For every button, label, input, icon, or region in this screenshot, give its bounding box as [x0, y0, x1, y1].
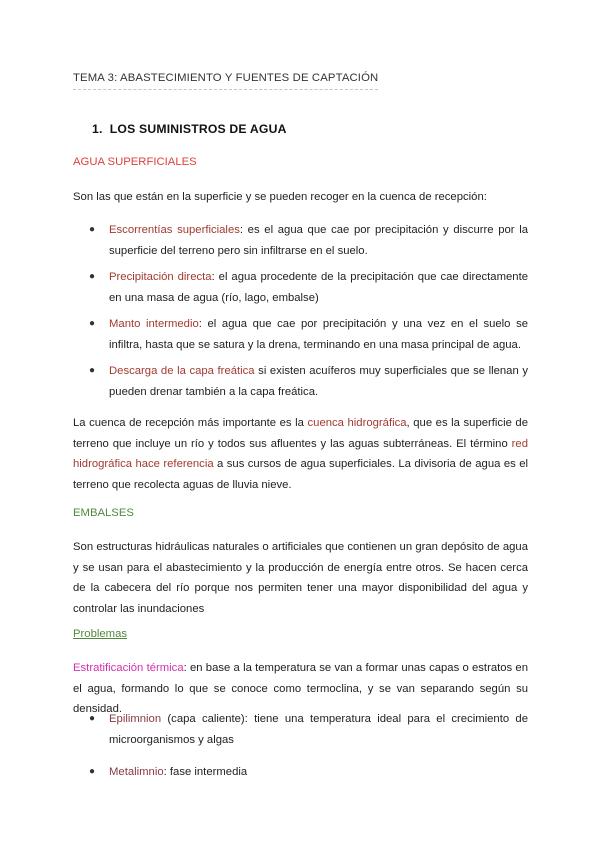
- bullet-icon: ●: [89, 271, 96, 282]
- list-item: [73, 709, 528, 750]
- cuenca-text-3: a sus cursos de agua superficiales. La divisoria de agua es el terreno que recolecta aguas de lluvia nieve.: [73, 458, 528, 491]
- list-item: [73, 361, 528, 402]
- cuenca-text-2: , que es la superficie de terreno que incluye un río y todos sus afluentes y las aguas subterráneas. El término: [73, 417, 528, 450]
- cuenca-term-red: red hidrográfica hace referencia: [73, 437, 528, 470]
- estratificacion-term: Estratificación térmica: [73, 662, 184, 674]
- bullet-icon: ●: [89, 713, 96, 724]
- document-title: TEMA 3: ABASTECIMIENTO Y FUENTES DE CAPTACIÓN: [73, 72, 379, 84]
- bullet-icon: ●: [89, 318, 96, 329]
- embalses-paragraph: Son estructuras hidráulicas naturales o artificiales que contienen un gran depósito de agua y se usan para el abastecimiento y la producción de energía entre otros. Se hacen cerca de la cabecera del río porque nos permiten tener una mayor disponibilidad del agua y controlar las inundaciones: [73, 541, 528, 615]
- list-item: [73, 314, 528, 355]
- intro-paragraph: Son las que están en la superficie y se pueden recoger en la cuenca de recepción:: [73, 191, 487, 203]
- cuenca-text-1: La cuenca de recepción más importante es la: [73, 417, 308, 429]
- list-item-text: : es el agua que cae por precipitación y discurre por la superficie del terreno pero sin infiltrarse en el suelo.: [109, 224, 528, 257]
- document-header: [73, 72, 393, 90]
- bullet-icon: ●: [89, 365, 96, 376]
- list-item-term: Escorrentías superficiales: [109, 224, 240, 236]
- list-item: [73, 267, 528, 308]
- list-item: [73, 220, 528, 261]
- list-item: [73, 762, 528, 783]
- list-item-term: Epilimnion: [109, 713, 162, 725]
- cuenca-term-hidrografica: cuenca hidrográfica: [307, 417, 407, 429]
- list-item-text: si existen acuíferos muy superficiales que se llenan y pueden drenar también a la capa freática.: [109, 365, 528, 398]
- surface-water-list: [73, 220, 528, 408]
- list-item-term: Precipitación directa: [109, 271, 212, 283]
- cuenca-paragraph: [73, 413, 528, 495]
- list-item-term: Metalimnio: [109, 766, 164, 778]
- list-item-text: (capa caliente): tiene una temperatura ideal para el crecimiento de microorganismos y algas: [109, 713, 528, 746]
- section-number: 1.: [92, 122, 103, 136]
- list-item-text: : el agua procedente de la precipitación que cae directamente en una masa de agua (río, lago, embalse): [109, 271, 528, 304]
- list-item-text: : fase intermedia: [163, 766, 248, 778]
- section-title: LOS SUMINISTROS DE AGUA: [109, 122, 287, 136]
- subheading-aguas-superficiales: AGUA SUPERFICIALES: [73, 156, 197, 168]
- layers-list: [73, 709, 528, 795]
- header-divider: [73, 89, 378, 90]
- subheading-embalses: EMBALSES: [73, 507, 134, 519]
- bullet-icon: ●: [89, 224, 96, 235]
- list-item-term: Manto intermedio: [109, 318, 199, 330]
- list-item-term: Descarga de la capa freática: [109, 365, 255, 377]
- estratificacion-text: : en base a la temperatura se van a formar unas capas o estratos en el agua, formando lo que se conoce como termoclina, y se van separando según su densidad.: [73, 662, 528, 715]
- list-item-text: : el agua que cae por precipitación y una vez en el suelo se infiltra, hasta que se satura y la drena, terminando en una masa principal de agua.: [109, 318, 528, 351]
- section-heading: [92, 122, 287, 136]
- bullet-icon: ●: [89, 766, 96, 777]
- subheading-problemas: Problemas: [73, 628, 127, 640]
